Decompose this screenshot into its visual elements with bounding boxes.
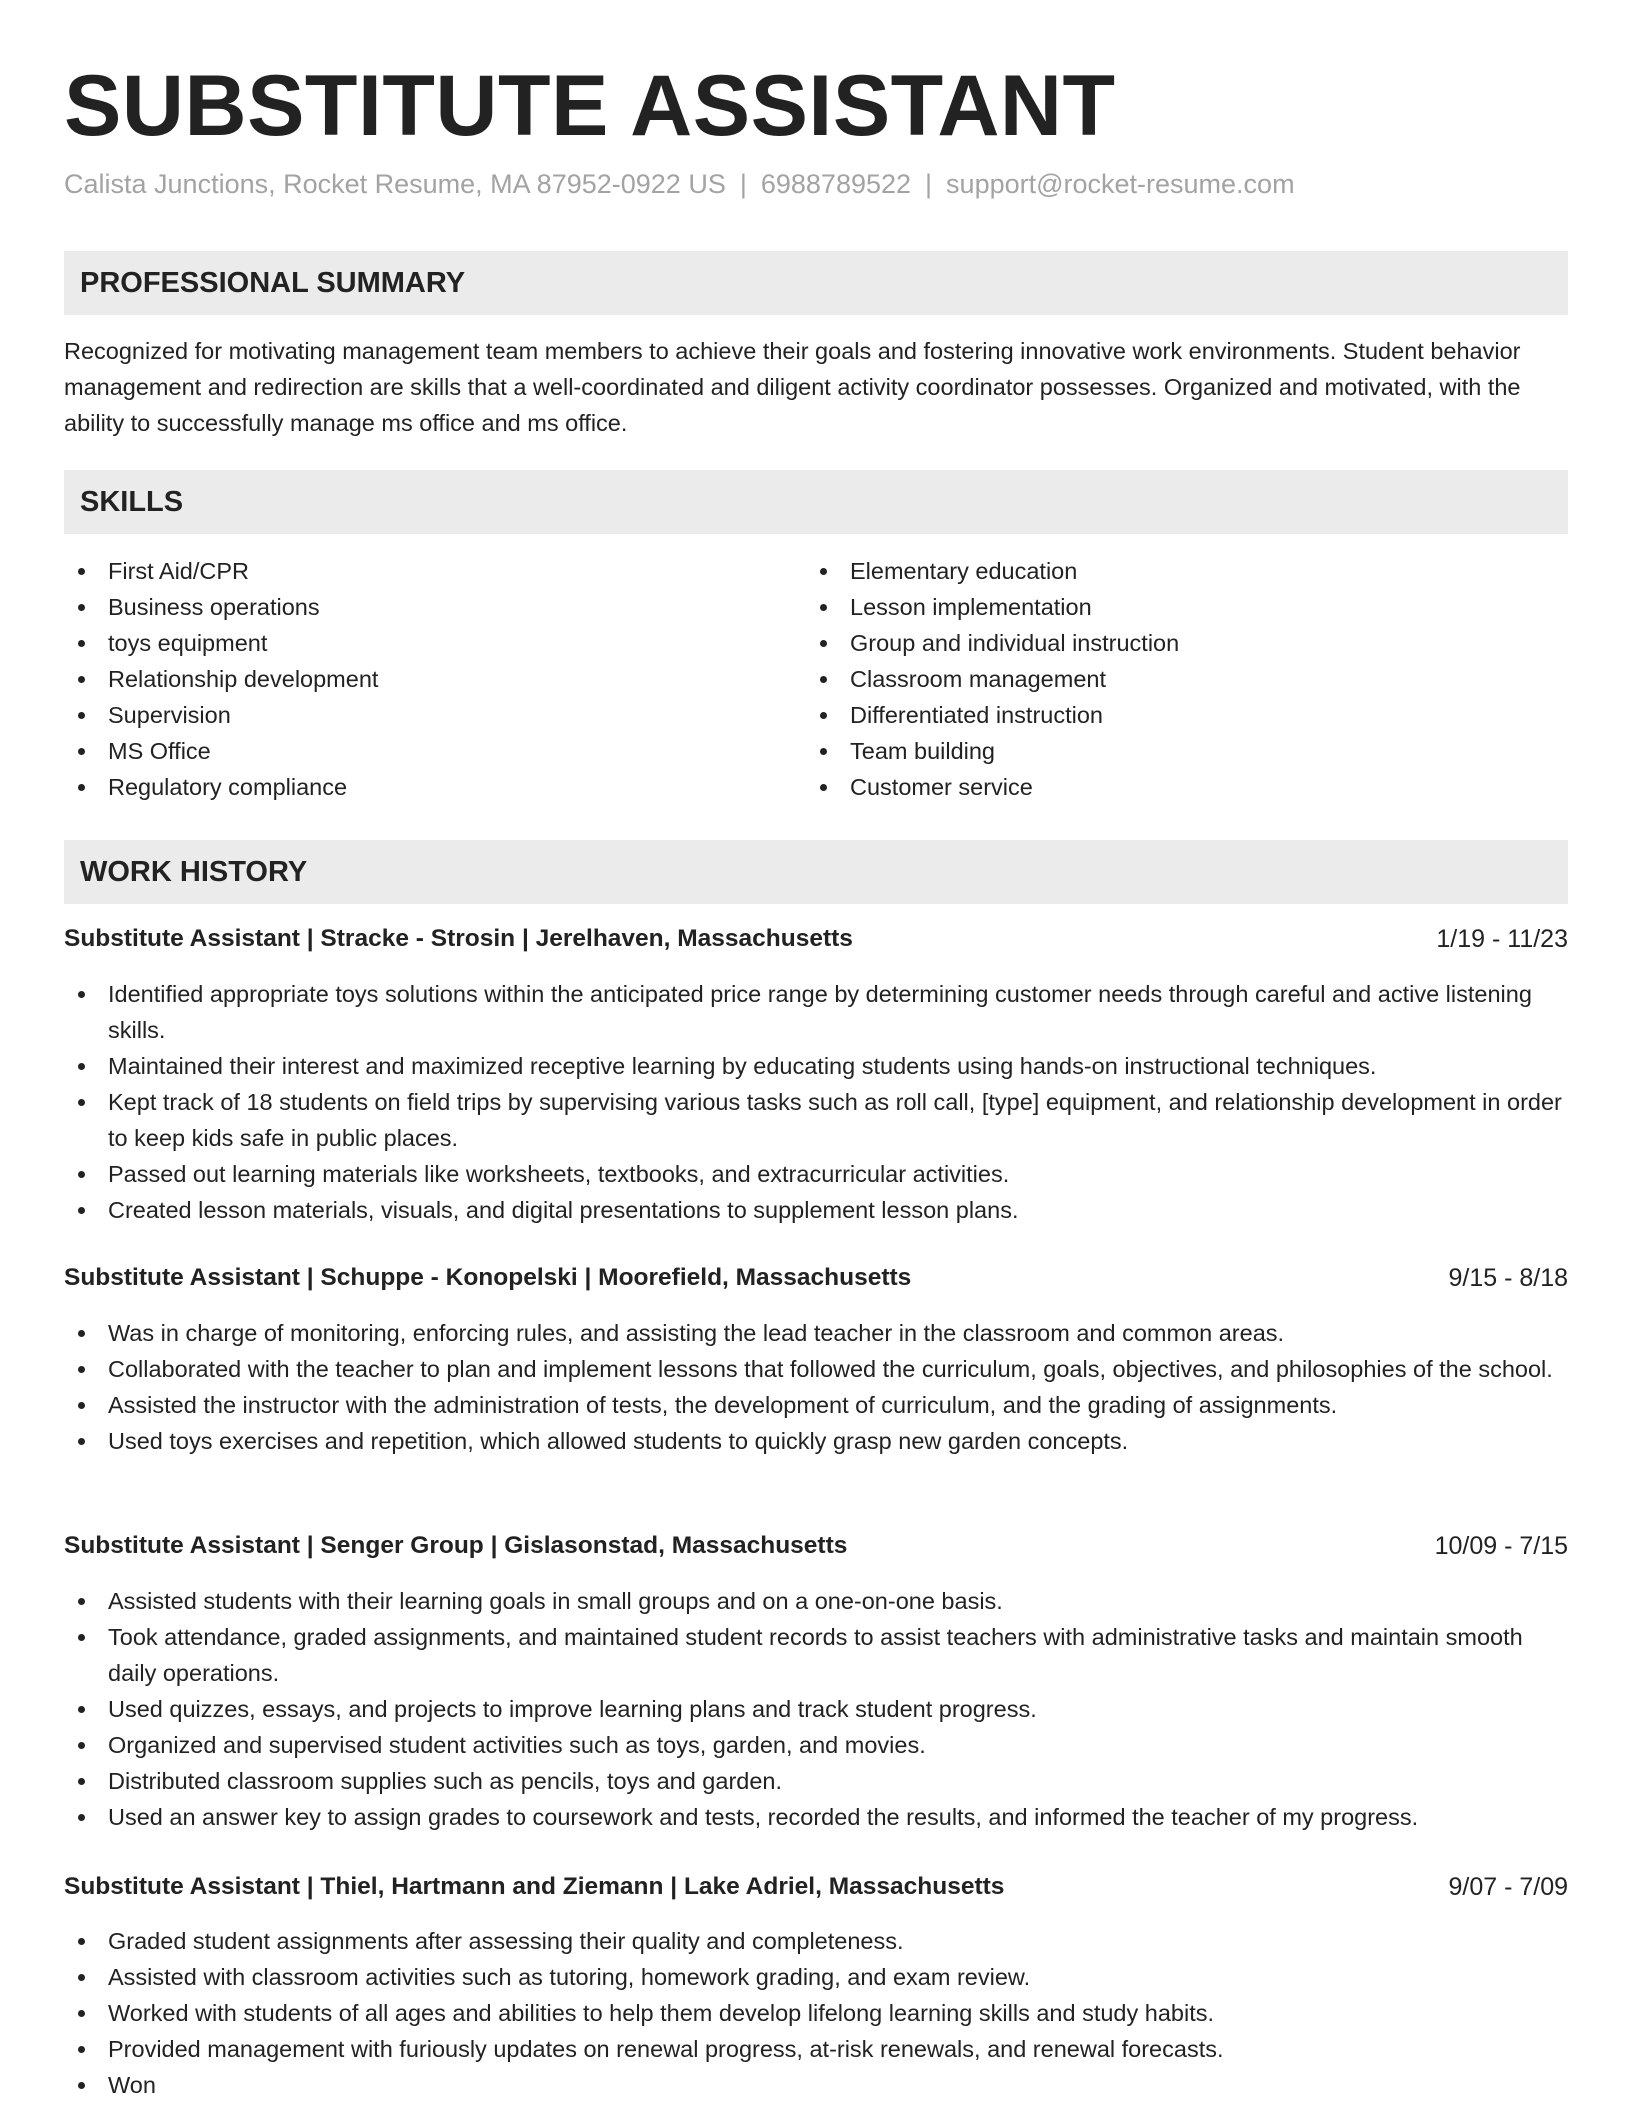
section-heading-skills: SKILLS: [64, 470, 1568, 534]
skill-item: toys equipment: [64, 625, 804, 661]
job-bullet-list: [64, 976, 1568, 1228]
job-header: [64, 1260, 1568, 1296]
skills-list-left: [64, 553, 804, 805]
contact-phone: 6988789522: [760, 169, 912, 199]
section-heading-summary: PROFESSIONAL SUMMARY: [64, 251, 1568, 315]
job-title: Substitute Assistant | Senger Group | Gislasonstad, Massachusetts: [64, 1532, 848, 1559]
candidate-title: SUBSTITUTE ASSISTANT: [64, 58, 1116, 154]
job-title: Substitute Assistant | Stracke - Strosin | Jerelhaven, Massachusetts: [64, 925, 853, 952]
skills-list-right: [806, 553, 1546, 805]
skill-item: MS Office: [64, 733, 804, 769]
job-bullet: Kept track of 18 students on field trips by supervising various tasks such as roll call, [type] equipment, and relationship development in order to keep kids safe in public places.: [64, 1084, 1568, 1156]
job-header: [64, 1528, 1568, 1564]
contact-email: support@rocket-resume.com: [946, 169, 1295, 199]
job-bullet: Maintained their interest and maximized receptive learning by educating students using hands-on instructional techniques.: [64, 1048, 1568, 1084]
skill-item: Lesson implementation: [806, 589, 1546, 625]
section-heading-work-history: WORK HISTORY: [64, 840, 1568, 904]
job-bullet: Identified appropriate toys solutions within the anticipated price range by determining customer needs through careful and active listening skills.: [64, 976, 1568, 1048]
job-bullet: Assisted with classroom activities such as tutoring, homework grading, and exam review.: [64, 1959, 1568, 1995]
skill-item: Business operations: [64, 589, 804, 625]
job-dates: 9/15 - 8/18: [1448, 1264, 1568, 1292]
job-bullet: Used quizzes, essays, and projects to improve learning plans and track student progress.: [64, 1691, 1568, 1727]
skill-item: Differentiated instruction: [806, 697, 1546, 733]
job-header: [64, 1869, 1568, 1905]
job-bullet-list: [64, 1583, 1568, 1835]
skill-item: Team building: [806, 733, 1546, 769]
job-bullet: Used an answer key to assign grades to coursework and tests, recorded the results, and informed the teacher of my progress.: [64, 1799, 1568, 1835]
skill-item: First Aid/CPR: [64, 553, 804, 589]
job-bullet: Was in charge of monitoring, enforcing rules, and assisting the lead teacher in the classroom and common areas.: [64, 1315, 1568, 1351]
job-dates: 10/09 - 7/15: [1434, 1532, 1568, 1560]
skill-item: Elementary education: [806, 553, 1546, 589]
job-bullet: Organized and supervised student activities such as toys, garden, and movies.: [64, 1727, 1568, 1763]
job-bullet: Graded student assignments after assessing their quality and completeness.: [64, 1923, 1568, 1959]
job-bullet: Collaborated with the teacher to plan and implement lessons that followed the curriculum, goals, objectives, and philosophies of the school.: [64, 1351, 1568, 1387]
summary-text: Recognized for motivating management team members to achieve their goals and fostering innovative work environments. Student behavior management and redirection are skills that a well-coordinated and diligent activity coordinator possesses. Organized and motivated, with the ability to successfully manage ms office and ms office.: [64, 338, 1521, 436]
job-title: Substitute Assistant | Thiel, Hartmann and Ziemann | Lake Adriel, Massachusetts: [64, 1873, 1005, 1900]
job-bullet: Worked with students of all ages and abilities to help them develop lifelong learning skills and study habits.: [64, 1995, 1568, 2031]
job-bullet: Assisted the instructor with the administration of tests, the development of curriculum, and the grading of assignments.: [64, 1387, 1568, 1423]
contact-separator: |: [739, 169, 747, 199]
job-bullet: Created lesson materials, visuals, and digital presentations to supplement lesson plans.: [64, 1192, 1568, 1228]
job-dates: 9/07 - 7/09: [1448, 1873, 1568, 1901]
job-header: [64, 921, 1568, 957]
contact-line: [64, 166, 1295, 202]
skill-item: Relationship development: [64, 661, 804, 697]
job-bullet: Used toys exercises and repetition, which allowed students to quickly grasp new garden concepts.: [64, 1423, 1568, 1459]
job-bullet-list: [64, 1923, 1568, 2103]
skill-item: Classroom management: [806, 661, 1546, 697]
job-bullet: Provided management with furiously updates on renewal progress, at-risk renewals, and renewal forecasts.: [64, 2031, 1568, 2067]
skill-item: Regulatory compliance: [64, 769, 804, 805]
job-bullet-list: [64, 1315, 1568, 1459]
job-bullet: Took attendance, graded assignments, and maintained student records to assist teachers with administrative tasks and maintain smooth daily operations.: [64, 1619, 1568, 1691]
job-bullet: Assisted students with their learning goals in small groups and on a one-on-one basis.: [64, 1583, 1568, 1619]
skill-item: Supervision: [64, 697, 804, 733]
skill-item: Group and individual instruction: [806, 625, 1546, 661]
skill-item: Customer service: [806, 769, 1546, 805]
job-bullet: Distributed classroom supplies such as pencils, toys and garden.: [64, 1763, 1568, 1799]
job-bullet: Won: [64, 2067, 1568, 2103]
contact-address: Calista Junctions, Rocket Resume, MA 87952-0922 US: [64, 169, 726, 199]
job-bullet: Passed out learning materials like worksheets, textbooks, and extracurricular activities.: [64, 1156, 1568, 1192]
job-title: Substitute Assistant | Schuppe - Konopelski | Moorefield, Massachusetts: [64, 1264, 912, 1291]
contact-separator: |: [925, 169, 933, 199]
job-dates: 1/19 - 11/23: [1436, 925, 1568, 953]
